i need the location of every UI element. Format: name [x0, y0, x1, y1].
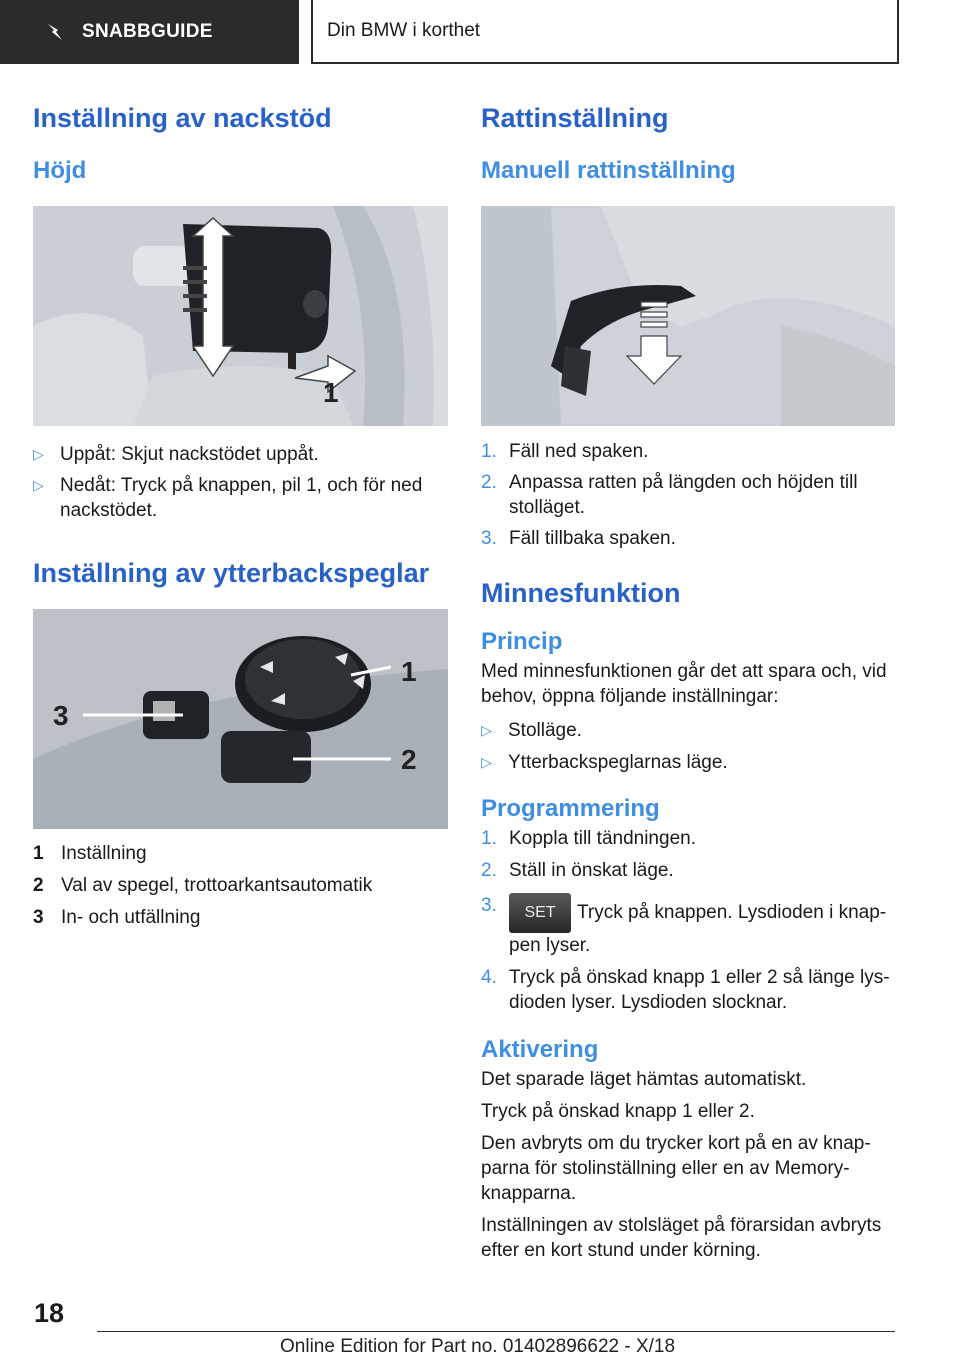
legend-item: 3 In- och utfällning	[33, 907, 201, 928]
left-column	[33, 98, 448, 930]
set-button-icon: SET	[509, 893, 571, 933]
headrest-illustration	[33, 206, 448, 426]
triangle-bullet-icon: ▷	[33, 477, 44, 493]
list-item: 2. Ställ in önskat läge.	[481, 860, 674, 881]
activation-para: Tryck på önskad knapp 1 eller 2.	[481, 1101, 755, 1122]
programming-subheading: Programmering	[481, 795, 660, 822]
list-item: 1. Koppla till tändningen.	[481, 828, 696, 849]
figure-callout-2: 2	[401, 744, 417, 775]
lightning-icon	[44, 21, 66, 43]
list-item: 3. Fäll tillbaka spaken.	[481, 528, 676, 549]
chapter-title: Din BMW i korthet	[327, 20, 481, 41]
mirror-legend	[33, 841, 448, 930]
principle-subheading: Princip	[481, 628, 563, 655]
triangle-bullet-icon: ▷	[481, 722, 492, 738]
programming-steps	[481, 826, 895, 1015]
memory-heading: Minnesfunktion	[481, 578, 681, 608]
section-tab-quickguide[interactable]	[0, 0, 299, 64]
manual-steering-subheading: Manuell rattinställning	[481, 157, 736, 184]
steering-heading: Rattinställning	[481, 103, 669, 133]
list-item: ▷ Uppåt: Skjut nackstödet uppåt.	[33, 444, 319, 465]
list-item: 3. SET Tryck på knappen. Lysdioden i knappen lyser.	[481, 895, 887, 956]
activation-para: Den avbryts om du trycker kort på en av knapparna för stolinställning eller en av Memory-knapparna.	[481, 1133, 871, 1204]
figure-callout-1: 1	[323, 377, 339, 408]
headrest-bullet-list	[33, 442, 448, 523]
list-item: 1. Fäll ned spaken.	[481, 441, 649, 462]
triangle-bullet-icon: ▷	[481, 754, 492, 770]
edition-footer: Online Edition for Part no. 01402896622 - X/18	[280, 1336, 676, 1357]
right-column	[481, 98, 895, 1263]
headrest-heading: Inställning av nackstöd	[33, 103, 332, 133]
mirror-controls-illustration	[33, 609, 448, 829]
list-item: 2. Anpassa ratten på längden och höjden till stolläget.	[481, 472, 858, 518]
activation-subheading: Aktivering	[481, 1036, 599, 1063]
activation-para: Det sparade läget hämtas automatiskt.	[481, 1069, 807, 1090]
list-item: ▷ Stolläge.	[481, 720, 582, 741]
principle-text: Med minnesfunktionen går det att spara och, vid behov, öppna följande inställningar:	[481, 661, 887, 707]
page-number: 18	[34, 1298, 65, 1328]
footer-divider	[97, 1331, 895, 1332]
triangle-bullet-icon: ▷	[33, 446, 44, 462]
list-item: ▷ Nedåt: Tryck på knappen, pil 1, och för ned nackstödet.	[33, 475, 423, 521]
section-tab-label: SNABBGUIDE	[82, 21, 213, 42]
figure-callout-1: 1	[401, 656, 417, 687]
principle-bullet-list	[481, 718, 895, 775]
mirrors-heading: Inställning av ytterbackspeglar	[33, 558, 430, 588]
figure-callout-3: 3	[53, 700, 69, 731]
legend-item: 1 Inställning	[33, 843, 147, 864]
height-subheading: Höjd	[33, 157, 87, 184]
steering-steps	[481, 439, 895, 551]
list-item: ▷ Ytterbackspeglarnas läge.	[481, 752, 728, 773]
legend-item: 2 Val av spegel, trottoarkantsautomatik	[33, 875, 373, 896]
list-item: 4. Tryck på önskad knapp 1 eller 2 så länge lysdioden lyser. Lysdioden slocknar.	[481, 967, 890, 1013]
chapter-tab[interactable]	[311, 0, 899, 64]
steering-lever-illustration	[481, 206, 895, 426]
activation-para: Inställningen av stolsläget på förarsidan avbryts efter en kort stund under körning.	[481, 1215, 882, 1261]
